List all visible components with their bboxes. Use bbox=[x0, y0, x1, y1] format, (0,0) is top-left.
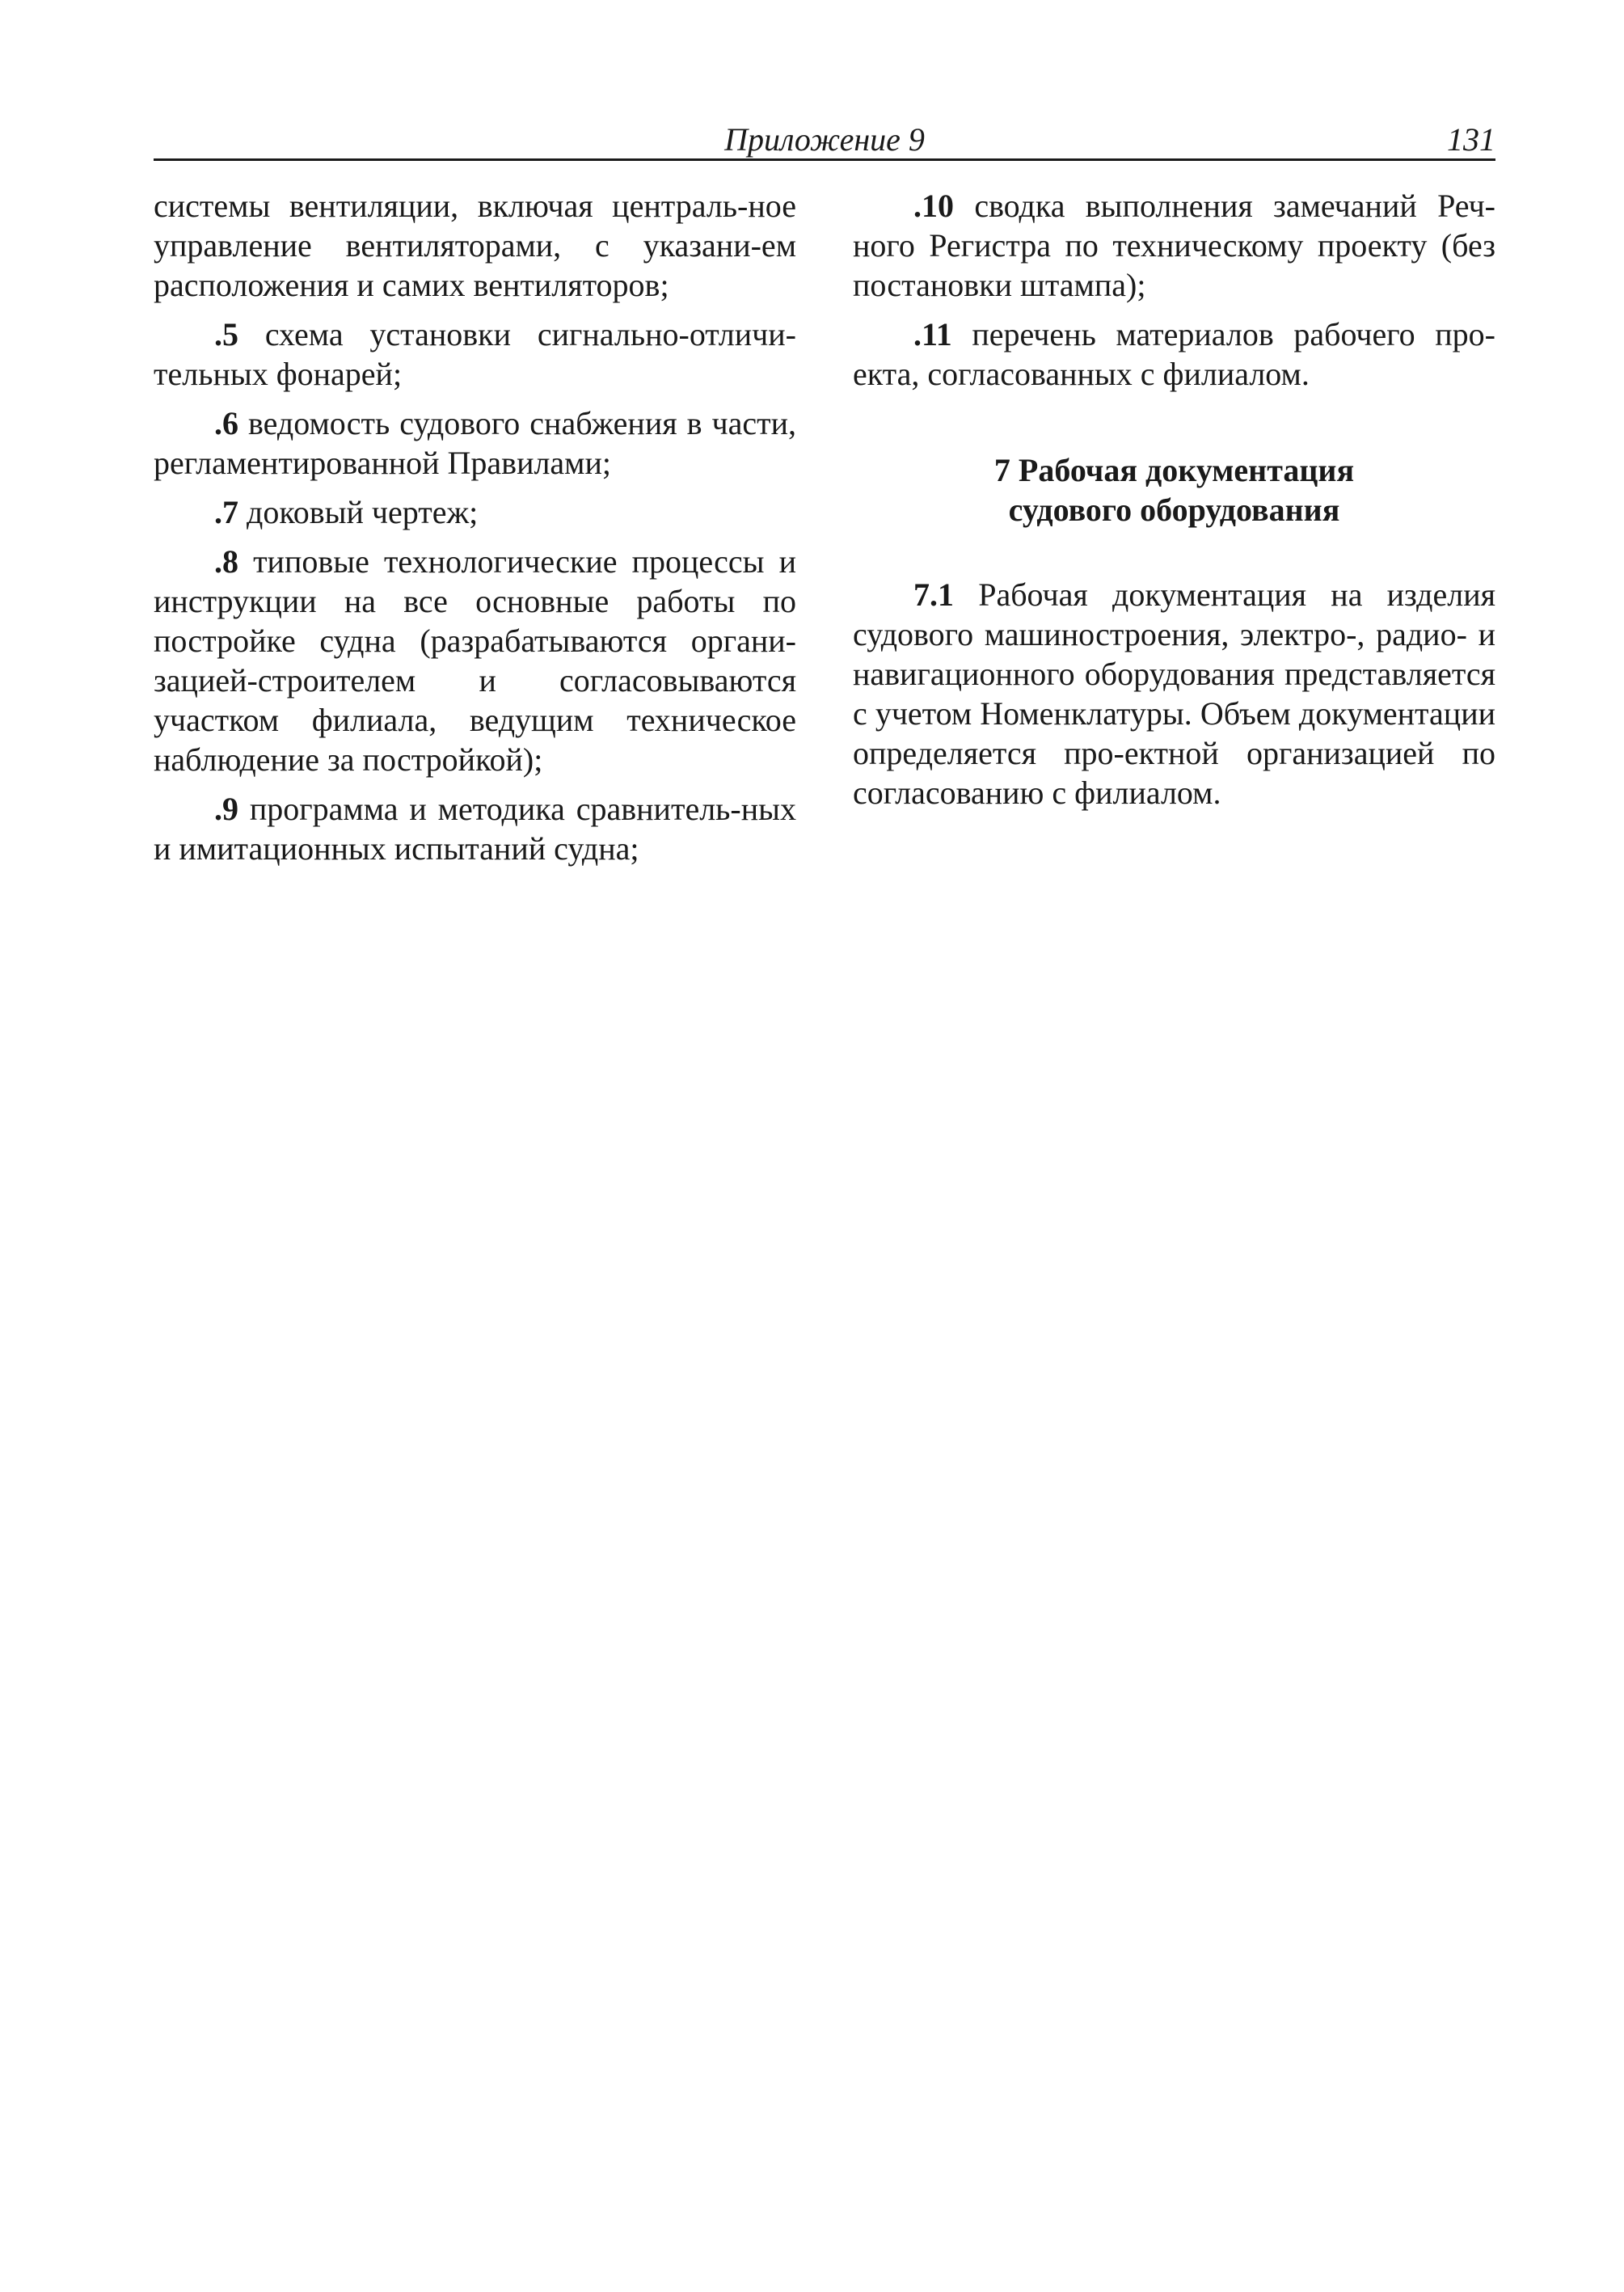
right-column bbox=[853, 186, 1495, 822]
section-heading-line-2: судового оборудования bbox=[1008, 492, 1340, 528]
list-item bbox=[853, 186, 1495, 305]
item-text: ведомость судового снабжения в части, регламентированной Правилами; bbox=[154, 405, 796, 481]
item-text: сводка выполнения замечаний Реч-ного Регистра по техническому проекту (без постановки штампа); bbox=[853, 188, 1495, 303]
list-item bbox=[154, 789, 796, 868]
paragraph-text: системы вентиляции, включая централь-ное управление вентиляторами, с указани-ем расположения и самих вентиляторов; bbox=[154, 188, 796, 303]
item-number: .9 bbox=[214, 791, 238, 827]
section-heading bbox=[853, 450, 1495, 530]
item-number: .6 bbox=[214, 405, 238, 441]
clause-text: Рабочая документация на изделия судового машиностроения, электро-, радио- и навигационного оборудования представляется с учетом Номенклатуры. Объем документации определяется про-ектной организацией по согласованию с филиалом. bbox=[853, 576, 1495, 811]
running-header-title: Приложение 9 bbox=[724, 121, 925, 158]
item-number: .5 bbox=[214, 316, 238, 352]
item-number: .10 bbox=[913, 188, 954, 224]
list-item bbox=[154, 542, 796, 779]
list-item bbox=[853, 314, 1495, 394]
item-text: программа и методика сравнитель-ных и имитационных испытаний судна; bbox=[154, 791, 796, 867]
item-text: типовые технологические процессы и инструкции на все основные работы по постройке судна (разрабатываются органи-зацией-строителем и согласовываются участком филиала, ведущим техническое наблюдение за постройкой); bbox=[154, 543, 796, 778]
item-number: .8 bbox=[214, 543, 238, 580]
item-text: перечень материалов рабочего про-екта, согласованных с филиалом. bbox=[853, 316, 1495, 392]
item-number: .11 bbox=[913, 316, 952, 352]
section-heading-line-1: 7 Рабочая документация bbox=[993, 452, 1355, 488]
page-number: 131 bbox=[1447, 121, 1495, 158]
section-paragraph bbox=[853, 575, 1495, 813]
list-item bbox=[154, 492, 796, 532]
continued-paragraph bbox=[154, 186, 796, 305]
left-column bbox=[154, 186, 796, 878]
item-number: .7 bbox=[214, 494, 238, 530]
clause-number: 7.1 bbox=[913, 576, 954, 613]
page-header bbox=[154, 121, 1495, 161]
list-item bbox=[154, 403, 796, 483]
list-item bbox=[154, 314, 796, 394]
item-text: схема установки сигнально-отличи-тельных фонарей; bbox=[154, 316, 796, 392]
item-text: доковый чертеж; bbox=[238, 494, 479, 530]
